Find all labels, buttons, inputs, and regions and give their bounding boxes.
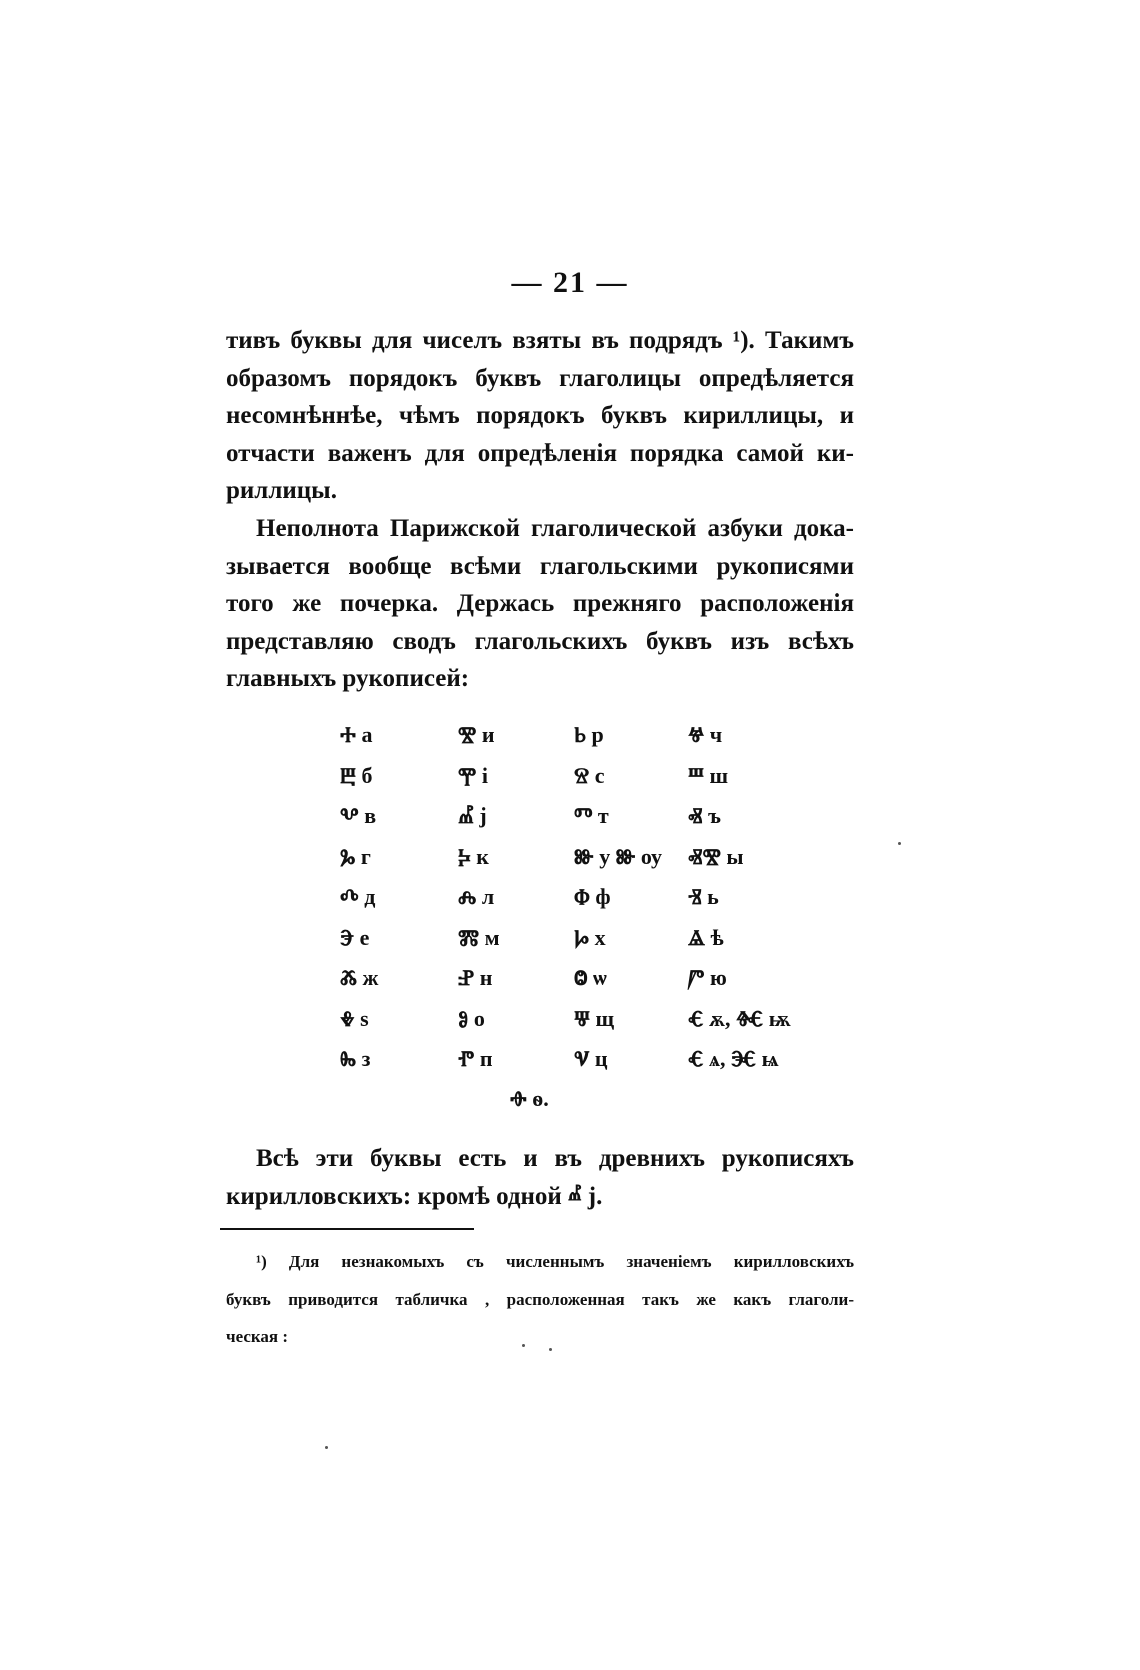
glyph-row <box>340 965 820 1006</box>
glyph-cell: Ⰵ е <box>340 924 370 950</box>
glyph-cell: Ⰸ з <box>340 1046 371 1071</box>
footnote-divider <box>220 1228 474 1230</box>
glyph-cell: Ⰹ і <box>458 762 488 788</box>
glyph-cell: Ⰱ б <box>340 762 373 788</box>
glyph-row <box>340 803 820 844</box>
glyph-row <box>340 844 820 885</box>
glyph-cell: Ⱇ ф <box>574 884 611 909</box>
paragraph-line: несомнѣннѣе, чѣмъ порядокъ буквъ кириллицы, и <box>226 402 854 429</box>
glyph-cell: Ⱎ ш <box>688 762 729 788</box>
glyph-cell: Ⱏ ъ <box>688 803 721 828</box>
paragraph-line: Всѣ эти буквы есть и въ древнихъ рукописяхъ <box>256 1145 854 1172</box>
glyph-cell: Ⰽ к <box>458 843 489 869</box>
glyph-row <box>340 925 820 966</box>
glyph-cell: Ⱓ ю <box>688 965 727 990</box>
glyph-row <box>340 1046 820 1087</box>
paragraph-line: образомъ порядокъ буквъ глаголицы опредѣляется <box>226 364 854 392</box>
paragraph-line: тивъ буквы для чиселъ взяты въ подрядъ ¹). Такимъ <box>226 327 854 354</box>
page-number: — 21 — <box>511 266 629 299</box>
footnote-line: ческая : <box>226 1327 289 1346</box>
paragraph-1 <box>226 322 854 510</box>
glyph-cell: Ⰴ д <box>340 884 376 909</box>
paragraph-line: зывается вообще всѣми глагольскими рукописями <box>226 552 854 580</box>
glyph-extra-fita: Ⱚ ѳ. <box>510 1086 549 1111</box>
paragraph-2 <box>226 510 854 698</box>
glyph-cell: Ⰷ ѕ <box>340 1005 369 1031</box>
glyph-cell: Ⱔ ѫ, Ⱙ ѭ <box>688 1005 791 1031</box>
glyph-cell: Ⱃ р <box>574 722 604 747</box>
glyph-cell: Ⰾ л <box>458 884 495 909</box>
glyph-cell: Ⱐ ь <box>688 884 719 909</box>
print-speck <box>522 1344 525 1347</box>
glyph-cell: Ⱑ ѣ <box>688 924 724 950</box>
print-speck <box>898 842 901 845</box>
glyph-cell: Ⱂ п <box>458 1046 493 1071</box>
glyph-cell: Ⰼ ј <box>458 803 487 828</box>
paragraph-line: кирилловскихъ: кромѣ одной ⰼ ј. <box>226 1182 603 1210</box>
glyph-cell: Ⱅ т <box>574 803 609 828</box>
glyph-cell: Ⱀ н <box>458 965 493 990</box>
glyph-cell: Ⱌ ц <box>574 1046 608 1071</box>
glyph-cell: Ⰿ м <box>458 924 500 950</box>
glyph-cell: Ⱉ ѡ <box>574 965 607 990</box>
glyph-row <box>340 884 820 925</box>
paragraph-line: главныхъ рукописей: <box>226 665 470 692</box>
glyph-cell: ⰟⰊ ы <box>688 843 744 869</box>
glyph-cell: Ⰶ ж <box>340 965 379 990</box>
glyph-cell: Ⱍ ч <box>688 722 723 747</box>
glyph-cell: Ⱋ щ <box>574 1005 615 1031</box>
print-speck <box>325 1446 328 1449</box>
glyph-row <box>340 763 820 804</box>
glyph-cell: Ⰰ а <box>340 722 373 747</box>
paragraph-line: Неполнота Парижской глаголической азбуки дока- <box>256 515 854 542</box>
paragraph-line: отчасти важенъ для опредѣленія порядка самой ки- <box>226 439 854 467</box>
glyph-cell: Ⰺ и <box>458 722 495 747</box>
glyph-row <box>340 722 820 763</box>
print-speck <box>549 1348 552 1351</box>
paragraph-line: того же почерка. Держась прежняго расположенія <box>226 590 854 617</box>
glyph-cell: Ⰳ г <box>340 843 371 869</box>
paragraph-line: представляю сводъ глагольскихъ буквъ изъ всѣхъ <box>226 627 854 655</box>
paragraph-3 <box>226 1140 854 1215</box>
glyph-cell: Ⱈ х <box>574 924 606 950</box>
footnote-line: ¹) Для незнакомыхъ съ численнымъ значеніемъ кирилловскихъ <box>256 1252 854 1271</box>
glyph-cell: Ⱄ с <box>574 762 605 788</box>
glagolitic-alphabet-table <box>340 722 820 1087</box>
footnote <box>226 1248 854 1361</box>
glyph-cell: Ⱁ о <box>458 1005 485 1031</box>
paragraph-line: риллицы. <box>226 477 337 504</box>
footnote-line: буквъ приводится табличка , расположенная такъ же какъ глаголи- <box>226 1289 854 1309</box>
glyph-cell: Ⰲ в <box>340 803 377 828</box>
glyph-cell: Ⱔ ѧ, Ⱗ ѩ <box>688 1046 779 1071</box>
glyph-row <box>340 1006 820 1047</box>
glyph-cell: Ⱆ у Ⱆ оу <box>574 843 663 869</box>
